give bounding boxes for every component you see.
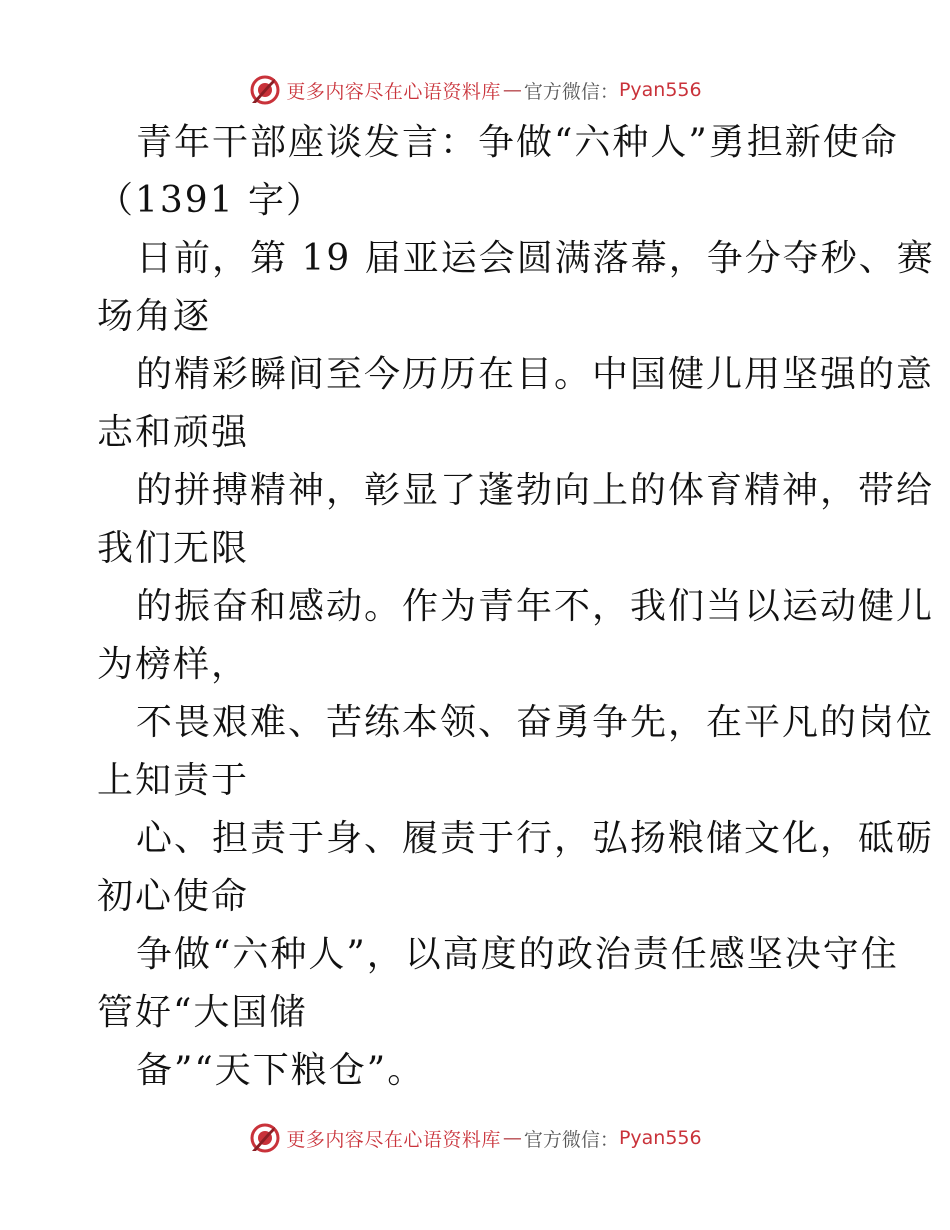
- paragraph-line: 的拼搏精神，彰显了蓬勃向上的体育精神，带给: [136, 470, 935, 511]
- watermark-label: 官方微信：: [523, 80, 619, 103]
- paragraph-line: 场角逐: [97, 296, 212, 337]
- paragraph-line: 不畏艰难、苦练本领、奋勇争先，在平凡的岗位: [136, 702, 935, 743]
- quill-seal-icon: [248, 1121, 282, 1155]
- paragraph-line: 为榜样，: [97, 644, 250, 685]
- watermark-dash: —: [502, 1127, 522, 1149]
- quill-seal-icon: [248, 73, 282, 107]
- footer-watermark: [0, 1118, 950, 1158]
- paragraph-line: 上知责于: [97, 760, 250, 801]
- paragraph-line: 日前，第 19 届亚运会圆满落幕，争分夺秒、赛: [136, 238, 935, 279]
- paragraph-line: 管好“大国储: [97, 992, 308, 1033]
- paragraph-line: 心、担责于身、履责于行，弘扬粮储文化，砥砺: [136, 818, 935, 859]
- document-title-line-2: （1391 字）: [97, 180, 325, 221]
- watermark-dash: —: [502, 79, 522, 101]
- header-watermark: [0, 70, 950, 110]
- paragraph-line: 的精彩瞬间至今历历在目。中国健儿用坚强的意: [136, 354, 935, 395]
- paragraph-line: 我们无限: [97, 528, 250, 569]
- paragraph-line: 的振奋和感动。作为青年不，我们当以运动健儿: [136, 586, 935, 627]
- watermark-wechat-id: Pyan556: [618, 1127, 702, 1149]
- paragraph-line: 争做“六种人”，以高度的政治责任感坚决守住: [136, 934, 899, 975]
- document-body: [97, 114, 935, 1100]
- watermark-main-text: 更多内容尽在心语资料库: [286, 80, 501, 103]
- document-title-line-1: 青年干部座谈发言：争做“六种人”勇担新使命: [136, 122, 899, 163]
- watermark-label: 官方微信：: [523, 1128, 619, 1151]
- paragraph-line: 初心使命: [97, 876, 250, 917]
- watermark-main-text: 更多内容尽在心语资料库: [286, 1128, 501, 1151]
- watermark-wechat-id: Pyan556: [618, 79, 702, 101]
- paragraph-line: 志和顽强: [97, 412, 250, 453]
- paragraph-line: 备”“天下粮仓”。: [136, 1050, 426, 1091]
